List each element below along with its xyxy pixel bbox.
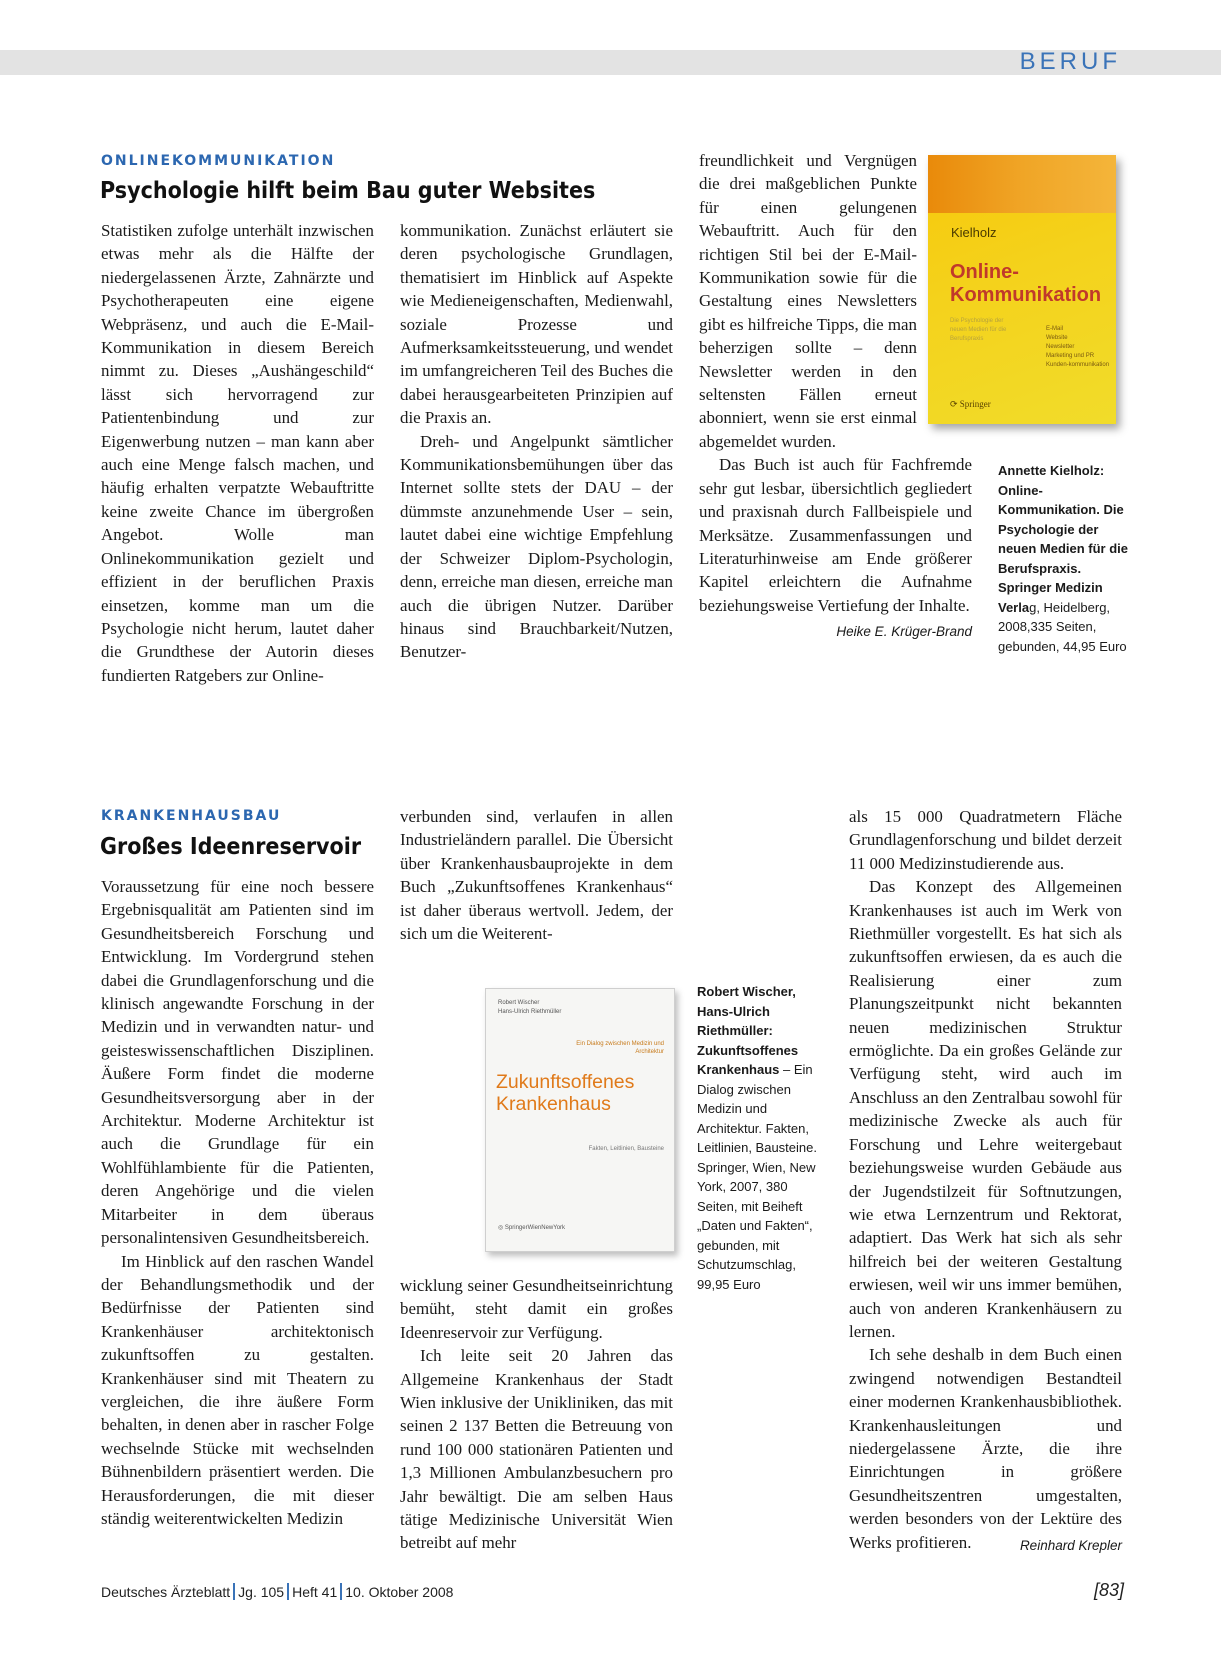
- section-label: BERUF: [1019, 48, 1121, 75]
- book-cover-online-kommunikation: [928, 155, 1116, 424]
- paragraph: Ich leite seit 20 Jahren das Allgemeine Krankenhaus der Stadt Wien inklusive der Unikliniken, das mit seinen 2 137 Betten die Betreuung von rund 100 000 stationären Patienten und 1,3 Millionen Ambulanzbesuchern pro Jahr bewältigt. Die am selben Haus tätige Medizinische Universität Wien betreibt auf mehr: [400, 1346, 673, 1553]
- article2-column-1: [101, 875, 374, 1530]
- paragraph: wicklung seiner Gesundheitseinrichtung bemüht, steht damit ein großes Ideenreservoir zur Verfügung.: [400, 1276, 673, 1342]
- paragraph: [849, 1343, 1122, 1554]
- issue-date: 10. Oktober 2008: [345, 1584, 454, 1600]
- article2-kicker: KRANKENHAUSBAU: [101, 808, 282, 824]
- cover-tagline: Ein Dialog zwischen Medizin und Architektur: [576, 1041, 664, 1055]
- cover-topic: Newsletter: [1046, 344, 1075, 350]
- cover-publisher-name: Springer: [959, 399, 991, 409]
- cover-author: Hans-Ulrich Riethmüller: [498, 1009, 562, 1015]
- author-signature: Heike E. Krüger-Brand: [836, 624, 972, 640]
- caption-bold: Annette Kielholz: Online-Kommunikation. Die Psychologie der neuen Medien für die Berufspraxis. Springer Medizin Verla: [998, 463, 1129, 615]
- paragraph: Im Hinblick auf den raschen Wandel der Behandlungsmethodik und der Bedürfnisse der Patienten sind Krankenhäuser architektonisch zukunftsoffen zu gestalten. Krankenhäuser sind mit Theatern zu vergleichen, die ihre äußere Form behalten, in denen aber in rascher Folge wechselnde Stücke mit wechselnden Bühnenbildern präsentiert werden. Die Herausforderungen, die mit dieser ständig weiterentwickelten Medizin: [101, 1251, 374, 1528]
- article1-column-2: [400, 219, 673, 664]
- cover-title: [950, 261, 1101, 307]
- cover-title: [496, 1071, 634, 1115]
- footer-separator: [287, 1583, 289, 1600]
- article1-book-caption: [998, 461, 1130, 656]
- cover-photo: [928, 155, 1116, 213]
- cover-title-line: Zukunftsoffenes: [496, 1071, 635, 1093]
- page-footer: [101, 1583, 453, 1600]
- cover-publisher: ◎ SpringerWienNewYork: [498, 1225, 566, 1231]
- article2-book-caption: [697, 982, 827, 1294]
- journal-issue: Heft 41: [292, 1584, 338, 1600]
- cover-publisher: ⟳ Springer: [950, 399, 991, 409]
- footer-separator: [233, 1583, 235, 1600]
- caption-text: – Ein Dialog zwischen Medizin und Architektur. Fakten, Leitlinien, Bausteine. Springer, Wien, New York, 2007, 380 Seiten, mit Beiheft „Daten und Fakten“, gebunden, mit Schutzumschlag, 99,95 Euro: [697, 1062, 817, 1292]
- journal-name: Deutsches Ärzteblatt: [101, 1584, 231, 1600]
- article2-column-2-bottom: [400, 1274, 673, 1555]
- paragraph: als 15 000 Quadratmetern Fläche Grundlagenforschung und bildet derzeit 11 000 Medizinstudierende aus.: [849, 807, 1122, 873]
- cover-publisher-name: SpringerWienNewYork: [504, 1225, 566, 1231]
- cover-title-line: Kommunikation: [950, 284, 1102, 306]
- paragraph: kommunikation. Zunächst erläutert sie deren psychologische Grundlagen, thematisiert im Hinblick auf Aspekte wie Medieneigenschaften, Medienwahl, soziale Prozesse und Aufmerksamkeitssteuerung, und wendet im umfangreicheren Teil des Buches die dabei herausgearbeiteten Prinzipien auf die Praxis an.: [400, 221, 673, 428]
- journal-volume: Jg. 105: [238, 1584, 285, 1600]
- caption-text: g, Heidelberg, 2008,335 Seiten, gebunden, 44,95 Euro: [998, 599, 1127, 654]
- paragraph: Statistiken zufolge unterhält inzwischen etwas mehr als die Hälfte der niedergelassenen Ärzte, Zahnärzte und Psychotherapeuten eine eigene Webpräsenz, und auch die E-Mail-Kommunikation in diesem Bereich nimmt zu. Dieses „Aushängeschild“ lässt sich hervorragend zur Patientenbindung und zur Eigenwerbung nutzen – man kann aber auch eine Menge falsch machen, und häufig erhalten verpatzte Webauftritte keine zweite Chance im übergroßen Angebot. Wolle man Onlinekommunikation gezielt und effizient in der beruflichen Praxis einsetzen, komme man um die Psychologie nicht herum, lautet daher die Grundthese der Autorin dieses fundierten Ratgebers zur Online-: [101, 221, 374, 685]
- cover-subtitle: Fakten, Leitlinien, Bausteine: [588, 1146, 664, 1152]
- cover-author: Robert Wischer: [498, 1000, 540, 1006]
- article2-column-4: [849, 805, 1122, 1557]
- paragraph: freundlichkeit und Vergnügen die drei maßgeblichen Punkte für einen gelungenen Webauftritt. Auch für den richtigen Stil bei der E-Mail-Kommunikation sowie für die Gestaltung eines Newsletters gibt es hilfreiche Tipps, die man beherzigen sollte – denn Newsletter werden in den seltensten Fällen erneut abonniert, wenn sie erst einmal abgemeldet wurden.: [699, 151, 917, 451]
- paragraph: Dreh- und Angelpunkt sämtlicher Kommunikationsbemühungen über das Internet sollte stets der DAU – der dümmste anzunehmende User – sein, lautet dabei eine wichtige Empfehlung der Schweizer Diplom-Psychologin, denn, erreiche man diesen, erreiche man auch die übrigen Nutzer. Darüber hinaus sind Brauchbarkeit/Nutzen, Benutzer-: [400, 431, 673, 662]
- cover-title-line: Krankenhaus: [496, 1093, 611, 1115]
- paragraph: Voraussetzung für eine noch bessere Ergebnisqualität am Patienten sind im Gesundheitsbereich Forschung und Entwicklung. Im Vordergrund stehen dabei die Grundlagenforschung und die klinisch angewandte Forschung in der Medizin und in verwandten natur- und geisteswissenschaftlichen Disziplinen. Äußere Form findet die moderne Gesundheitsversorgung aber in der Architektur. Moderne Architektur ist auch die Grundlage für ein Wohlfühlambiente für die Patienten, deren Angehörige und die vielen Mitarbeiter in dem überaus personalintensiven Gesundheitsbereich.: [101, 877, 374, 1248]
- cover-topic: Website: [1046, 335, 1068, 341]
- article1-kicker: ONLINEKOMMUNIKATION: [101, 153, 336, 169]
- cover-subtitle: Die Psychologie der neuen Medien für die Berufspraxis: [950, 318, 1007, 342]
- cover-topic: Marketing und PR: [1046, 353, 1095, 359]
- book-cover-zukunftsoffenes-krankenhaus: [485, 988, 675, 1252]
- article2-column-2-top: [400, 805, 673, 945]
- paragraph: Das Konzept des Allgemeinen Krankenhauses ist auch im Werk von Riethmüller vorgestellt. Es hat sich als zukunftsoffen erwiesen, da es auch die Realisierung einer zum Planungszeitpunkt nicht bekannten neuen medizinischen Struktur ermöglichte. Da ein großes Gelände zur Verfügung steht, wird auch im Anschluss an den Zentralbau sowohl für medizinische Zwecke als auch für Forschung und Lehre weitergebaut beziehungsweise wurden Gebäude aus der Jugendstilzeit für Softnutzungen, wie etwa Lernzentrum und Rektorat, adaptiert. Das Werk hat sich als sehr hilfreich bei der weiteren Gestaltung erwiesen, weil wir uns immer bemühen, auch von anderen Krankenhäusern zu lernen.: [849, 877, 1122, 1341]
- paragraph: [699, 453, 972, 640]
- author-signature: Reinhard Krepler: [1019, 1537, 1122, 1553]
- paragraph: verbunden sind, verlaufen in allen Industrieländern parallel. Die Übersicht über Krankenhausbauprojekte in dem Buch „Zukunftsoffenes Krankenhaus“ ist daher überaus wertvoll. Jedem, der sich um die Weiterent-: [400, 807, 673, 944]
- paragraph-text: Ich sehe deshalb in dem Buch einen zwingend notwendigen Bestandteil einer modernen Krankenhausbibliothek. Krankenhausleitungen und niedergelassene Ärzte, die ihre Einrichtungen in größere Gesundheitszentren umgestalten, werden besonders von der Lektüre des Werks profitieren.: [849, 1345, 1122, 1552]
- cover-topic: E-Mail: [1046, 326, 1064, 332]
- article1-headline: Psychologie hilft beim Bau guter Websites: [100, 178, 596, 204]
- cover-title-line: Online-: [950, 261, 1019, 283]
- paragraph-text: Das Buch ist auch für Fachfremde sehr gut lesbar, übersichtlich gegliedert und praxisnah durch Fallbeispiele und Merksätze. Zusammenfassungen und Literaturhinweise am Ende größerer Kapitel erleichtern die Aufnahme beziehungsweise Vertiefung der Inhalte.: [699, 455, 972, 615]
- article1-column-1: [101, 219, 374, 687]
- caption-bold: Robert Wischer, Hans-Ulrich Riethmüller: Zukunftsoffenes Krankenhaus: [697, 984, 799, 1077]
- cover-authors: [498, 999, 561, 1017]
- cover-topic: Kunden-kommunikation: [1046, 362, 1110, 368]
- cover-topic-list: [1046, 325, 1110, 370]
- footer-separator: [340, 1583, 342, 1600]
- page-number: [83]: [1093, 1580, 1124, 1600]
- article2-headline: Großes Ideenreservoir: [100, 834, 362, 860]
- cover-author: Kielholz: [951, 225, 997, 240]
